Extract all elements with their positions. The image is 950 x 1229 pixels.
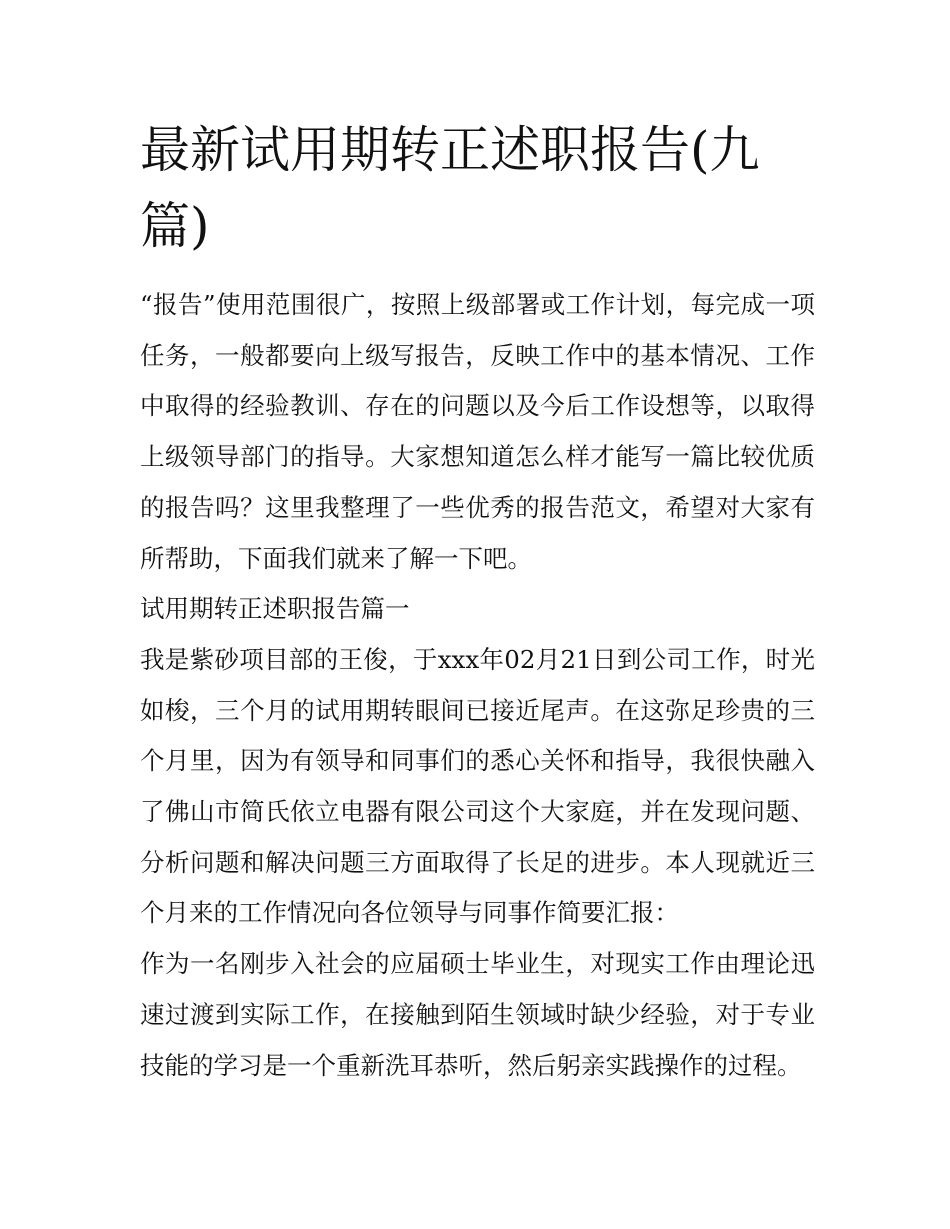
body-paragraph: 作为一名刚步入社会的应届硕士毕业生，对现实工作由理论迅速过渡到实际工作，在接触到陌生领域时缺少经验，对于专业技能的学习是一个重新洗耳恭听，然后躬亲实践操作的过程。 [140,949,815,1080]
document-title: 最新试用期转正述职报告(九篇) [140,121,760,255]
body-paragraph: 我是紫砂项目部的王俊，于xxx年02月21日到公司工作，时光如梭，三个月的试用期转眼间已接近尾声。在这弥足珍贵的三个月里，因为有领导和同事们的悉心关怀和指导，我很快融入了佛山市简氏依立电器有限公司这个大家庭，并在发现问题、分析问题和解决问题三方面取得了长足的进步。本人现就近三个月来的工作情况向各位领导与同事作简要汇报： [140,644,815,928]
document-body [140,280,815,1091]
intro-paragraph: “报告”使用范围很广，按照上级部署或工作计划，每完成一项任务，一般都要向上级写报告，反映工作中的基本情况、工作中取得的经验教训、存在的问题以及今后工作设想等，以取得上级领导部门的指导。大家想知道怎么样才能写一篇比较优质的报告吗？这里我整理了一些优秀的报告范文，希望对大家有所帮助，下面我们就来了解一下吧。 [140,290,815,573]
section-heading: 试用期转正述职报告篇一 [140,594,410,624]
